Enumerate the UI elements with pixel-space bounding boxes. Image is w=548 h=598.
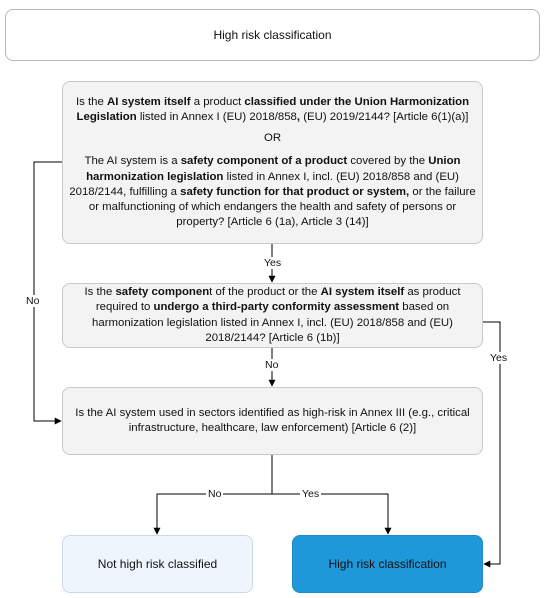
bold-run-1: AI system itself (106, 95, 191, 108)
question-3-text: Is the AI system used in sectors identified as high-risk in Annex III (e.g., critical infrastructure, healthcare, law enforcement) [Article 6 (2)] (75, 406, 470, 434)
bold-run-5: undergo a third-party conformity assessment (153, 301, 400, 314)
text-run-0: The AI system is a (84, 155, 181, 168)
bold-run-3: Union harmonization legislation (86, 155, 461, 183)
bold-run-5: , (296, 111, 301, 124)
text-run-2: a product (190, 95, 245, 108)
bold-run-3: classified under the Union Harmonization Legislation (76, 95, 470, 124)
edge-q3-yes (272, 494, 388, 534)
edge-q3-no (157, 494, 272, 534)
text-run-6: based on harmonization legislation listed in Annex I, incl. (EU) 2018/858 and (EU) 2018/2144? [Article 6 (1b)] (92, 301, 453, 344)
question-1-or: OR (263, 132, 282, 145)
bold-run-3: AI system itself (320, 286, 405, 299)
label-q2-yes: Yes (490, 352, 508, 364)
bold-run-1: safety componen (115, 286, 210, 299)
text-run-4: listed in Annex I (EU) 2018/858 (136, 111, 297, 124)
high-risk-text: High risk classification (328, 557, 447, 571)
text-run-6: (EU) 2019/2144? [Article 6(1)(a)] (300, 111, 469, 124)
text-run-4: as product required to (95, 286, 461, 314)
label-q1-yes: Yes (264, 257, 282, 269)
not-high-risk-text: Not high risk classified (97, 557, 218, 571)
label-q1-no: No (26, 295, 40, 307)
text-run-2: t of the product or the (209, 286, 321, 299)
text-run-0: Is the (84, 286, 116, 299)
label-q2-no: No (265, 359, 279, 371)
title-text: High risk classification (213, 28, 332, 42)
text-run-4: listed in Annex I, incl. (EU) 2018/858 and (EU) 2018/2144, fulfilling a (69, 170, 459, 198)
label-q3-no: No (208, 488, 222, 500)
edge-q1-no (34, 162, 62, 421)
text-run-0: Is the (75, 95, 107, 108)
label-q3-yes: Yes (302, 488, 320, 500)
bold-run-5: safety function for that product or system, (180, 185, 410, 198)
text-run-2: covered by the (347, 155, 429, 168)
bold-run-1: safety component of a product (180, 155, 348, 168)
text-run-6: or the failure or malfunctioning of which endangers the health and safety of persons or property? [Article 6 (1a), Article 3 (14)] (88, 185, 476, 228)
